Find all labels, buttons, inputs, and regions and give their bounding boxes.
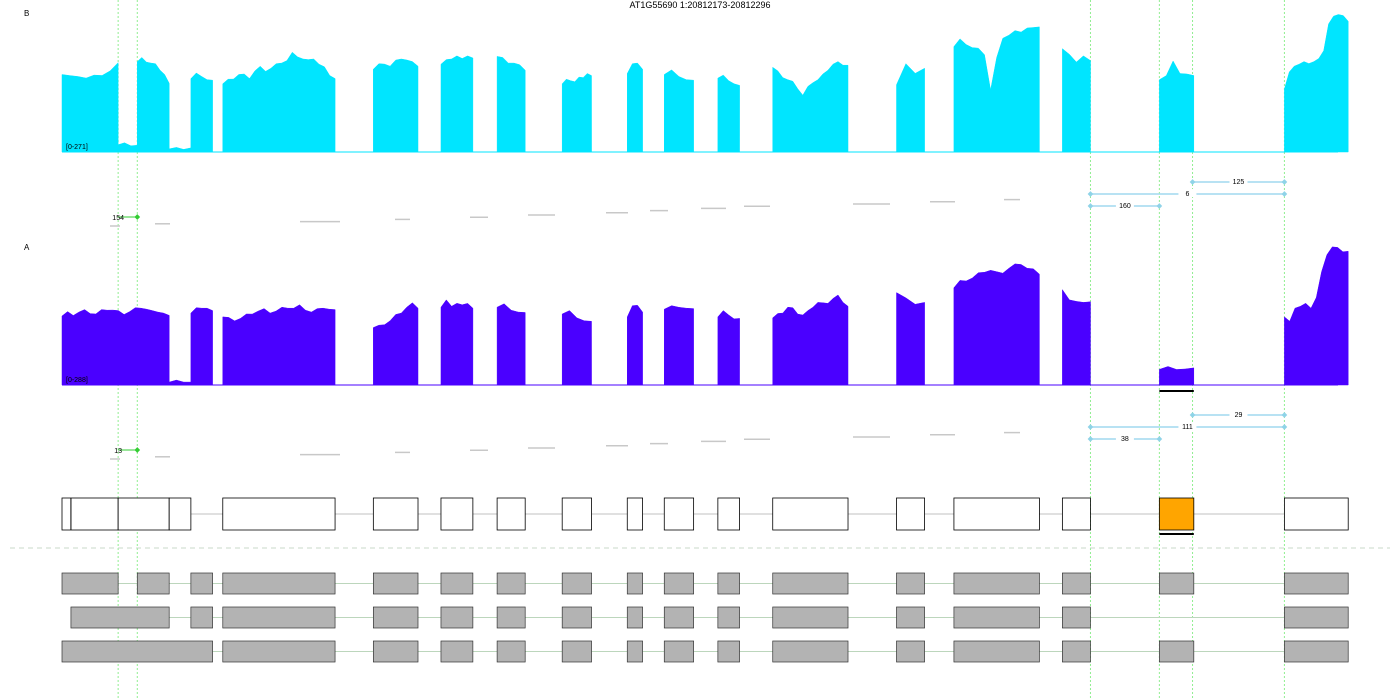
junction-marker [1088,203,1094,209]
isoform-exon [441,641,473,662]
coverage-segment [118,143,137,152]
isoform-exon [497,641,525,662]
isoform-exon [773,641,848,662]
junction-count: 6 [1185,191,1190,198]
isoform-exon [1062,641,1090,662]
coverage-segment [191,73,213,152]
isoform-exon [897,573,925,594]
exon-box [118,498,169,530]
range-label: [0-288] [66,377,88,384]
track-label: A [24,243,30,252]
isoform-exon [137,573,169,594]
isoform-exon [223,641,335,662]
coverage-segment [373,303,418,385]
junction-count: 38 [1121,436,1129,443]
isoform-exon [1284,573,1348,594]
coverage-segment [169,147,191,152]
junction-marker [1088,424,1094,430]
coverage-segment [223,305,335,385]
isoform-exon [664,573,693,594]
isoform-exon [954,641,1039,662]
isoform-exon [1284,607,1348,628]
coverage-segment [223,52,335,152]
coverage-segment [497,56,525,152]
isoform-exon [562,641,591,662]
junction-marker [1190,412,1196,418]
isoform-exon [1062,573,1090,594]
isoform-exon [62,641,213,662]
coverage-segment [1284,15,1348,153]
range-label: [0-271] [66,144,88,151]
coverage-segment [62,63,118,152]
junction-count: 125 [1232,179,1245,186]
junction-marker [1282,191,1288,197]
isoform-exon [373,641,418,662]
track-label: B [24,9,30,18]
isoform-exon [191,573,213,594]
isoform-exon [497,573,525,594]
exon-box [664,498,693,530]
isoform-exon [664,607,693,628]
isoform-exon [441,607,473,628]
exon-box [169,498,191,530]
isoform-exon [562,573,591,594]
junction-marker [1282,412,1288,418]
isoform-exon [223,607,335,628]
coverage-segment [1284,247,1348,385]
coverage-segment [718,75,740,152]
coverage-segment [773,62,848,152]
coverage-segment [191,308,213,385]
isoform-exon [954,607,1039,628]
exon-box [373,498,418,530]
coverage-segment [1062,49,1090,152]
junction-marker [134,214,140,220]
isoform-exon [1284,641,1348,662]
isoform-exon [373,573,418,594]
exon-box [497,498,525,530]
isoform-exon [627,607,642,628]
coverage-segment [1062,290,1090,385]
exon-box [62,498,118,530]
junction-count: 154 [112,215,124,222]
isoform-exon [718,573,740,594]
junction-marker [1190,179,1196,185]
gene-model [62,498,1348,534]
exon-box [441,498,473,530]
isoform-exon [773,573,848,594]
coverage-segment [954,264,1040,385]
coverage-segment [373,59,418,152]
junction-marker [1088,191,1094,197]
coverage-segment [627,63,642,152]
isoform-exon [897,607,925,628]
isoform-models [62,573,1348,662]
isoform-exon [1062,607,1090,628]
coverage-segment [664,70,693,152]
highlighted-exon [1159,498,1193,530]
track-b [24,9,1348,226]
exon-box [1062,498,1090,530]
coverage-segment [137,58,169,153]
isoform-exon [718,641,740,662]
exon-box [897,498,925,530]
exon-box [1284,498,1348,530]
exon-box [562,498,591,530]
junction-count: 13 [114,448,123,455]
coverage-segment [954,27,1040,152]
junction-count: 160 [1119,203,1131,210]
coverage-segment [562,74,591,153]
isoform-exon [191,607,213,628]
isoform-exon [1159,573,1193,594]
coverage-segment [627,305,642,385]
junction-marker [1088,436,1094,442]
coverage-segment [169,380,191,385]
coverage-segment [441,300,473,385]
track-a [24,243,1348,459]
coverage-segment [718,311,740,385]
junction-count: 111 [1182,424,1193,431]
coverage-segment [664,306,693,385]
coverage-segment [562,311,591,385]
isoform-exon [627,573,642,594]
coverage-segment [773,295,848,385]
coverage-segment [62,308,169,385]
isoform-exon [627,641,642,662]
junction-marker [1282,179,1288,185]
isoform-exon [497,607,525,628]
isoform-exon [373,607,418,628]
isoform-exon [1159,641,1193,662]
isoform-exon [718,607,740,628]
coverage-segment [441,56,473,152]
isoform-exon [62,573,118,594]
coverage-segment [497,304,525,385]
isoform-exon [773,607,848,628]
coverage-segment [897,293,925,385]
coverage-segment [1159,367,1193,386]
isoform-exon [954,573,1039,594]
isoform-exon [71,607,169,628]
isoform-exon [562,607,591,628]
isoform-exon [664,641,693,662]
coverage-segment [897,64,925,152]
isoform-exon [223,573,335,594]
exon-box [223,498,335,530]
coverage-segment [1159,61,1193,152]
junction-marker [1157,436,1163,442]
exon-box [627,498,642,530]
exon-box [718,498,740,530]
junction-count: 29 [1234,412,1243,419]
exon-box [954,498,1039,530]
chart-title: AT1G55690 1:20812173-20812296 [629,0,771,10]
isoform-exon [897,641,925,662]
exon-box [773,498,848,530]
junction-marker [1282,424,1288,430]
junction-marker [134,447,140,453]
junction-marker [1157,203,1163,209]
isoform-exon [441,573,473,594]
